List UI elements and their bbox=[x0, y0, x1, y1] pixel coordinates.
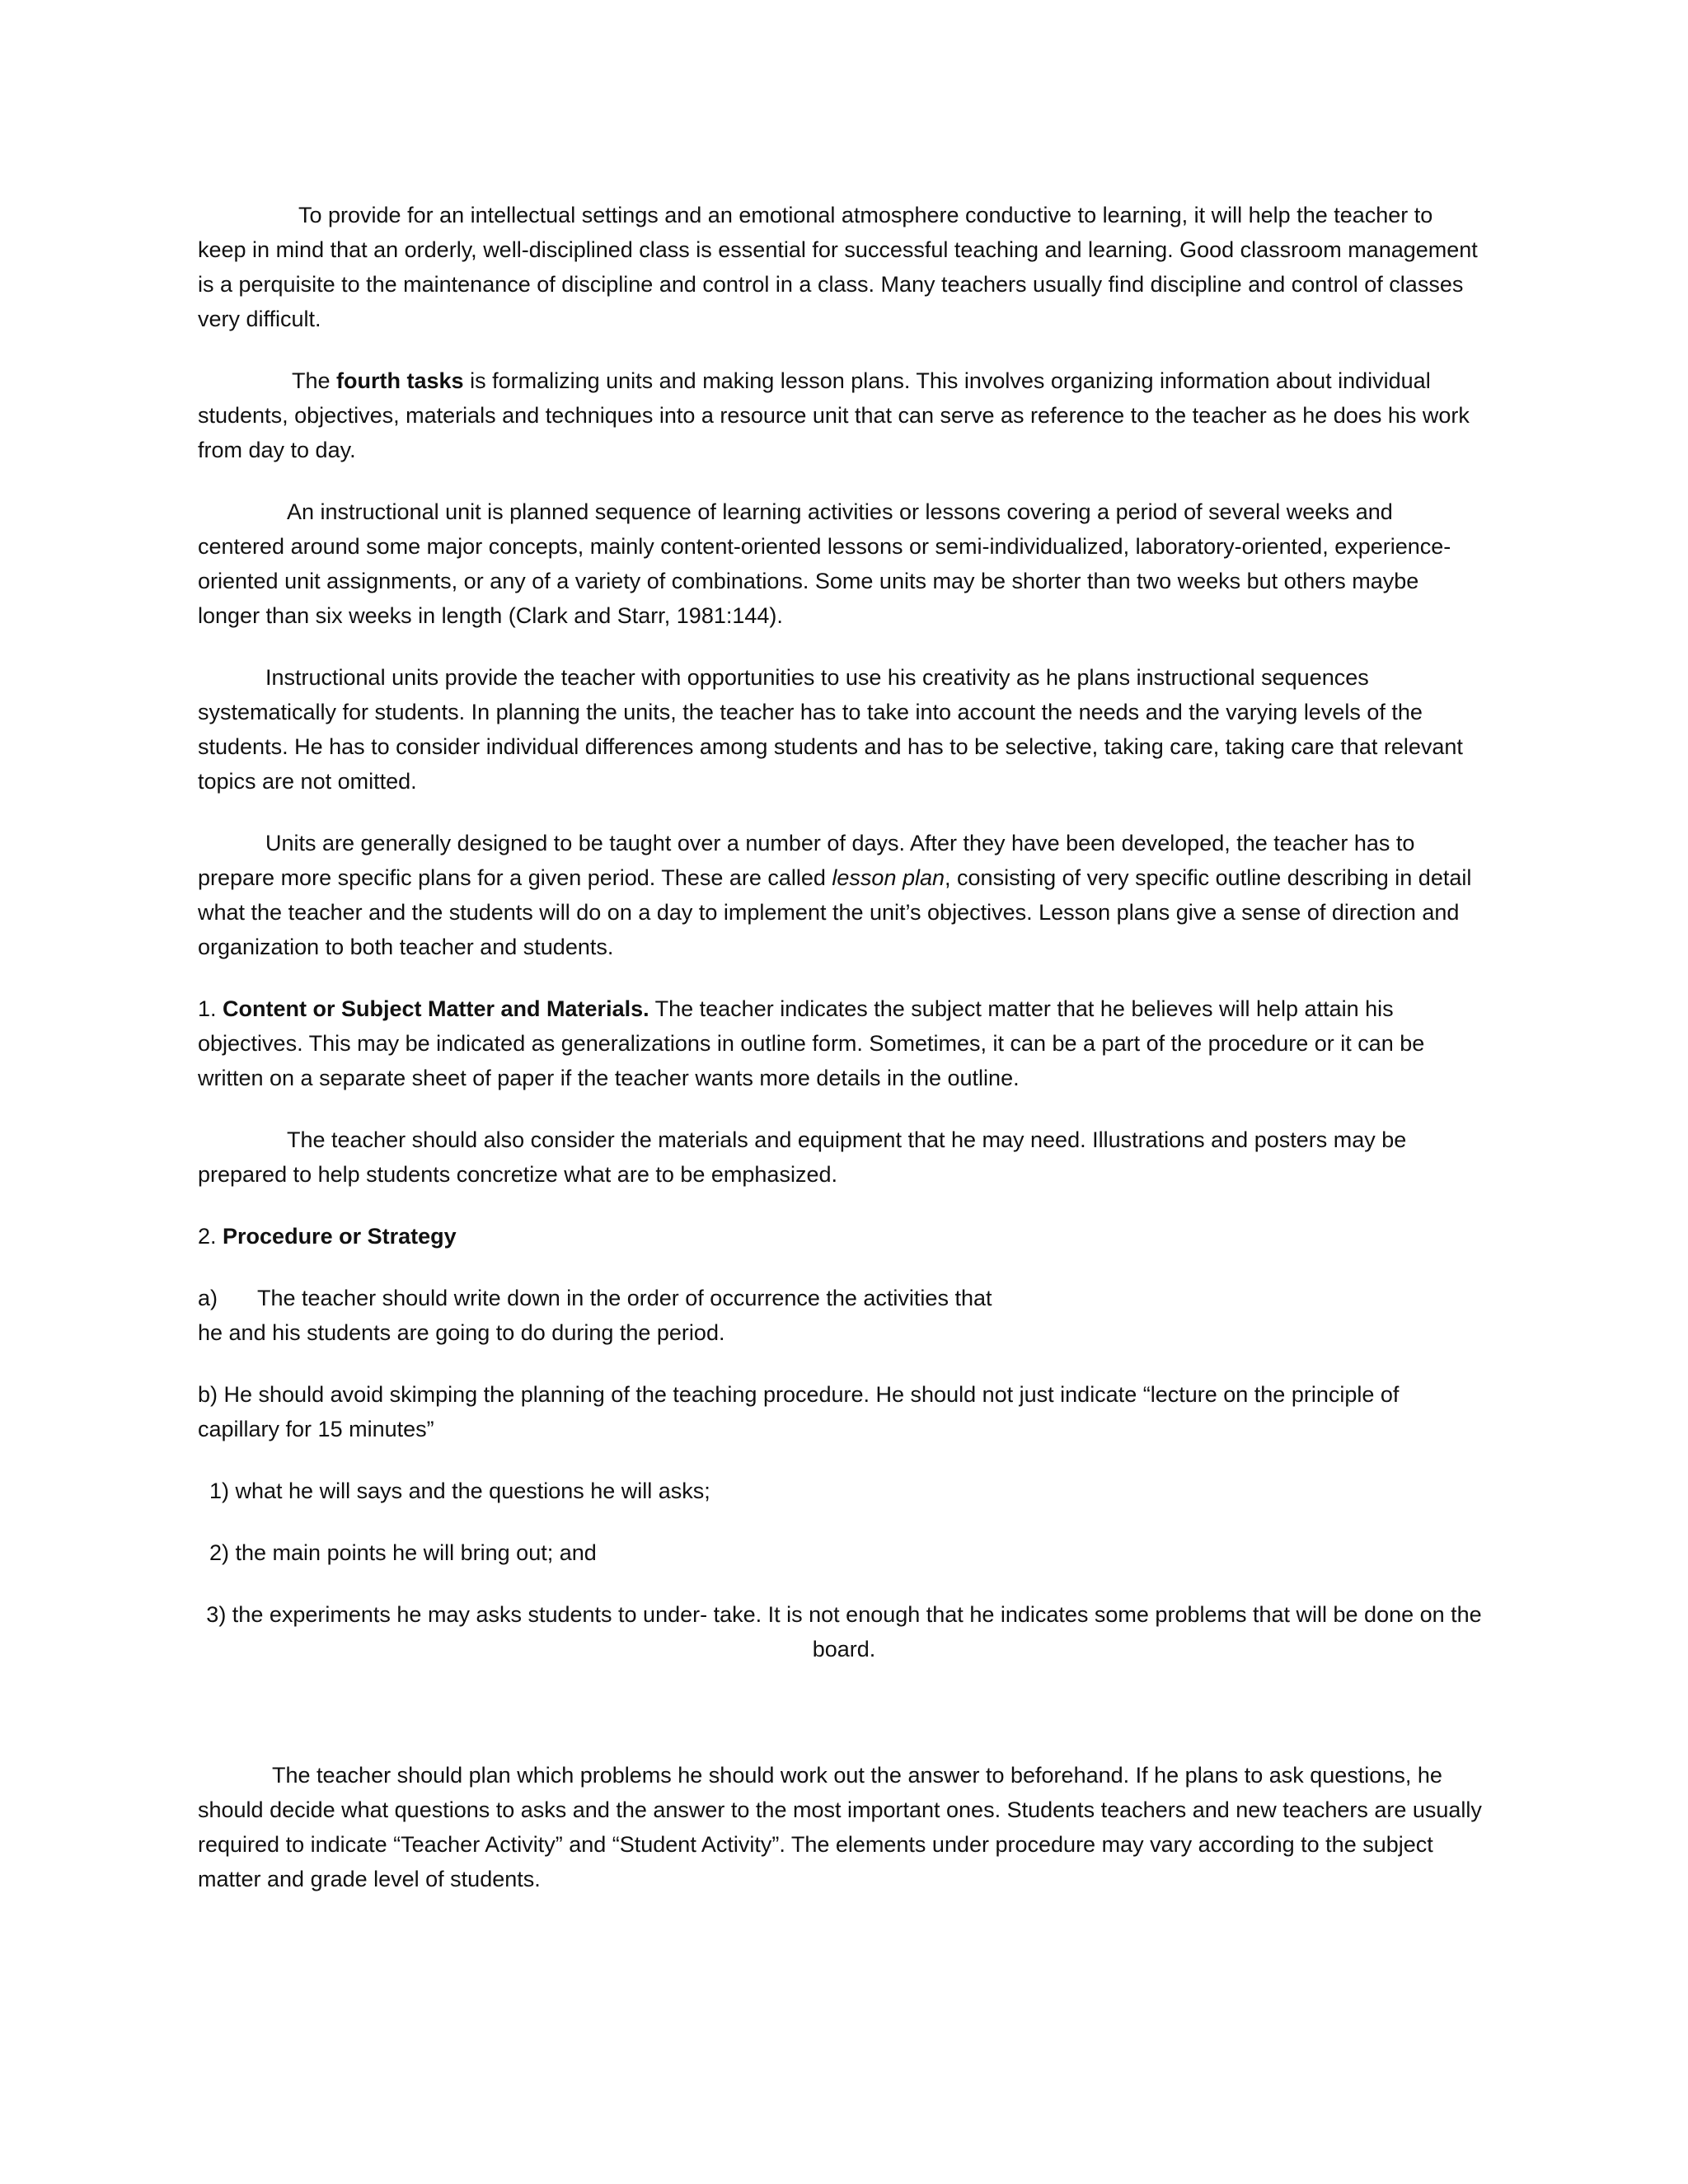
paragraph-classroom-management: To provide for an intellectual settings and an emotional atmosphere conductive to learning, it will help the teacher to keep in mind that an orderly, well-disciplined class is essential for successful teaching and learning. Good classroom management is a perquisite to the maintenance of discipline and control in a class. Many teachers usually find discipline and control of classes very difficult. bbox=[198, 203, 1478, 331]
section-heading: Content or Subject Matter and Materials. bbox=[223, 996, 649, 1021]
paragraph-instructional-units-creativity: Instructional units provide the teacher with opportunities to use his creativity as he plans instructional sequences systematically for students. In planning the units, the teacher has to take into account the needs and the varying levels of the students. He has to consider individual differences among students and has to be selective, taking care, taking care that relevant topics are not omitted. bbox=[198, 665, 1463, 794]
section-heading: Procedure or Strategy bbox=[223, 1224, 457, 1249]
list-marker: a) bbox=[198, 1286, 218, 1310]
spacer bbox=[198, 1694, 1484, 1758]
list-item-line bbox=[198, 1281, 1484, 1315]
paragraph-fourth-task bbox=[198, 363, 1484, 467]
paragraph-text: is formalizing units and making lesson plans. This involves organizing information about individual students, objectives, materials and techniques into a resource unit that can serve as reference to the teacher as he does his work from day to day. bbox=[198, 368, 1470, 462]
list-item-continuation: he and his students are going to do during the period. bbox=[198, 1320, 725, 1345]
paragraph-text: Units are generally designed to be taught over a number of days. After they have been developed, the teacher has to prepare more specific plans for a given period. These are called bbox=[198, 831, 1415, 890]
list-item-text: The teacher should write down in the order of occurrence the activities that bbox=[257, 1286, 992, 1310]
paragraph-lesson-plan bbox=[198, 826, 1484, 964]
numbered-item-3: 3) the experiments he may asks students to under- take. It is not enough that he indicates some problems that will be done on the board. bbox=[206, 1602, 1482, 1661]
paragraph-materials-equipment: The teacher should also consider the materials and equipment that he may need. Illustrations and posters may be prepared to help students concretize what are to be emphasized. bbox=[198, 1127, 1407, 1187]
section-number: 2. bbox=[198, 1224, 223, 1249]
numbered-item-2: 2) the main points he will bring out; and bbox=[209, 1540, 597, 1565]
paragraph-text: The teacher indicates the subject matter that he believes will help attain his objectives. This may be indicated as generalizations in outline form. Sometimes, it can be a part of the procedure or it can be written on a separate sheet of paper if the teacher wants more details in the outline. bbox=[198, 996, 1425, 1090]
document-page bbox=[198, 198, 1484, 1924]
paragraph-text: , consisting of very specific outline describing in detail what the teacher and the students will do on a day to implement the unit’s objectives. Lesson plans give a sense of direction and organization to both teacher and students. bbox=[198, 865, 1472, 959]
bold-term-fourth-tasks: fourth tasks bbox=[336, 368, 464, 393]
section-procedure-strategy bbox=[198, 1219, 1484, 1254]
italic-term-lesson-plan: lesson plan bbox=[832, 865, 945, 890]
paragraph-instructional-unit: An instructional unit is planned sequence of learning activities or lessons covering a period of several weeks and centered around some major concepts, mainly content-oriented lessons or semi-individualized, laboratory-oriented, experience-oriented unit assignments, or any of a variety of combinations. Some units may be shorter than two weeks but others maybe longer than six weeks in length (Clark and Starr, 1981:144). bbox=[198, 499, 1451, 628]
section-number: 1. bbox=[198, 996, 223, 1021]
paragraph-text: The bbox=[292, 368, 337, 393]
list-item-b: b) He should avoid skimping the planning of the teaching procedure. He should not just indicate “lecture on the principle of capillary for 15 minutes” bbox=[198, 1382, 1400, 1441]
list-item-a bbox=[198, 1281, 1484, 1350]
paragraph-teacher-activity: The teacher should plan which problems he should work out the answer to beforehand. If he plans to ask questions, he should decide what questions to asks and the answer to the most important ones. Students teachers and new teachers are usually required to indicate “Teacher Activity” and “Student Activity”. The elements under procedure may vary according to the subject matter and grade level of students. bbox=[198, 1763, 1482, 1891]
numbered-item-1: 1) what he will says and the questions he will asks; bbox=[209, 1479, 710, 1503]
section-content-subject-matter bbox=[198, 991, 1484, 1095]
